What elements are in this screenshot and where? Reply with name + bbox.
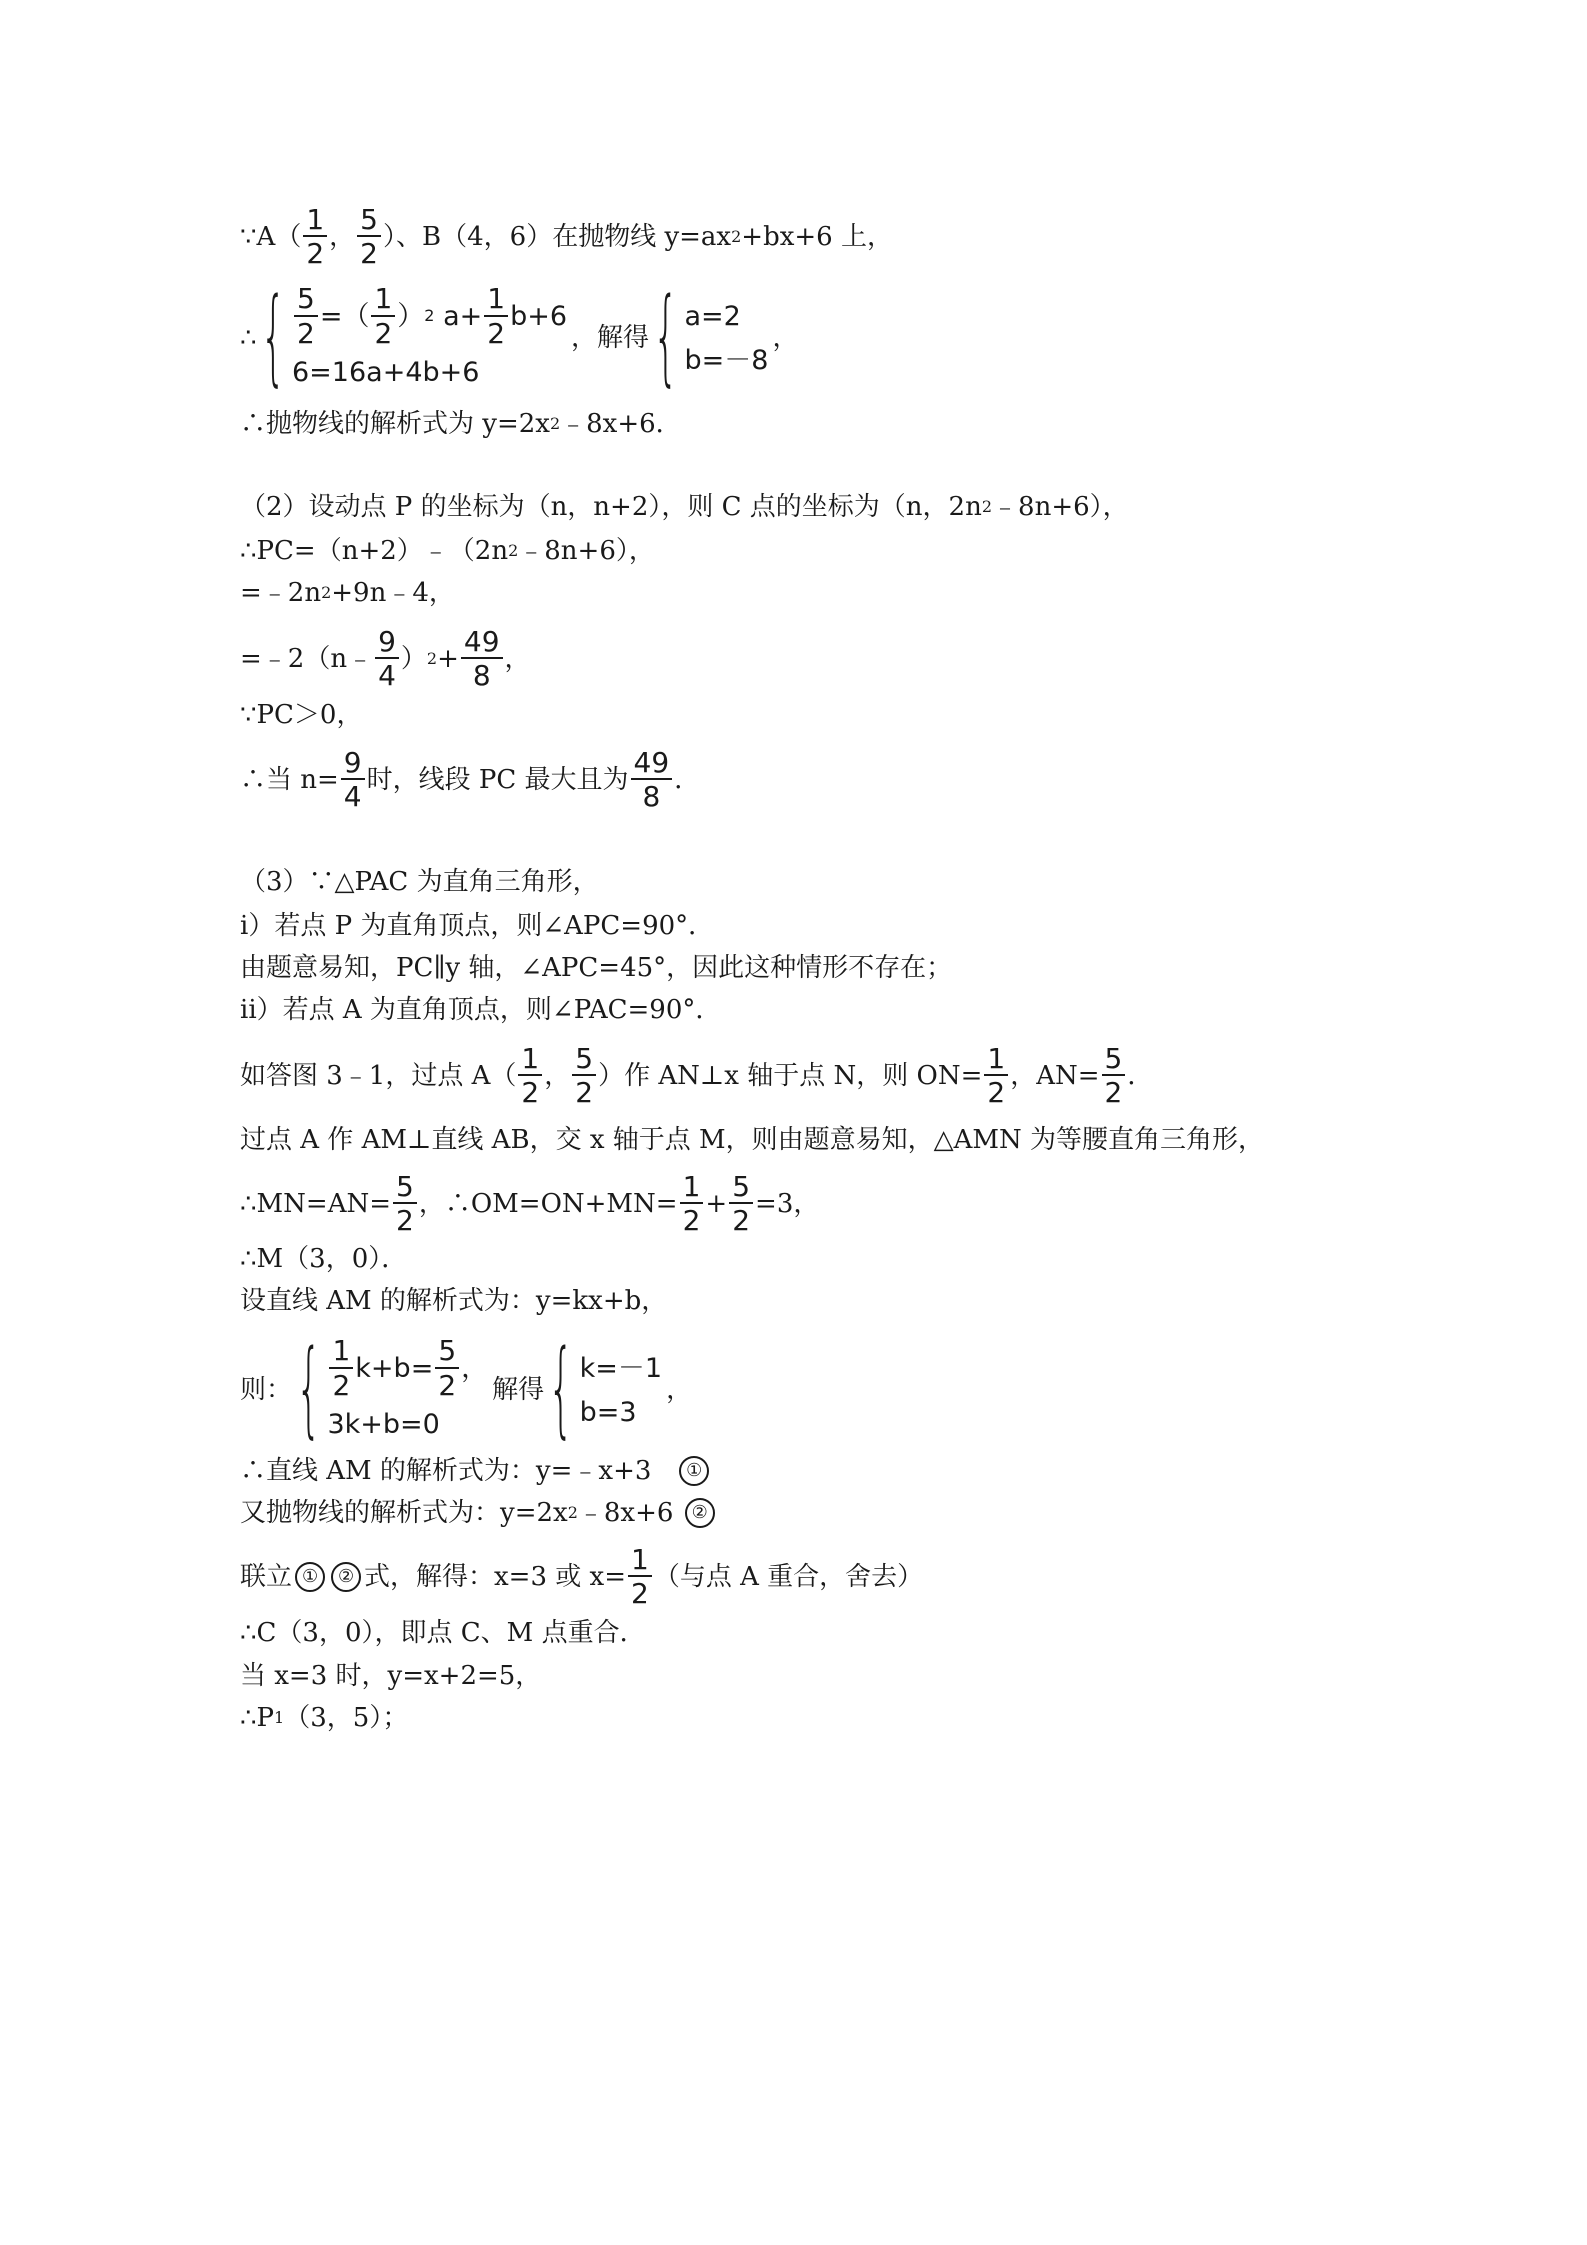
equation-system: { $\frac{5}{2}$ =（ $\frac{1}{2}$ ） 2 a+ $\frac{1}{2}$ b+6 6=16a+4b+6 [260, 278, 568, 398]
line-pc-vertex-form: =﹣2（n﹣ $\frac{9}{4}$ ） 2 + $\frac{49}{8}$ ， [240, 625, 531, 693]
line-pc-positive: ∵PC＞0， [240, 700, 363, 730]
line-x-equals-3: 当 x=3 时，y=x+2=5， [240, 1661, 542, 1691]
line-point-m: ∴M（3，0）． [240, 1244, 408, 1274]
solution-system: { a=2 b=－8 [653, 278, 769, 398]
circled-two: ② [685, 1498, 715, 1528]
line-part2-intro: （2）设动点 P 的坐标为（n，n+2），则 C 点的坐标为（n，2n 2 ﹣8n+6）， [240, 492, 1129, 522]
line-am-construction: 过点 A 作 AM⊥直线 AB，交 x 轴于点 M，则由题意易知，△AMN 为等腰直角三角形， [240, 1125, 1265, 1155]
circled-one: ① [679, 1456, 709, 1486]
line-pc-maximum: ∴当 n= $\frac{9}{4}$ 时，线段 PC 最大且为 $\frac{49}{8}$ ． [240, 746, 701, 814]
left-brace: { [260, 278, 286, 398]
line-case-i-conclusion: 由题意易知，PC∥y 轴，∠APC=45°，因此这种情形不存在； [240, 953, 953, 983]
line-equation-system-kb: 则： { $\frac{1}{2}$ k+b= $\frac{5}{2}$ ， 3k+b=0 解得 { k=－1 b=3 ， [240, 1330, 693, 1450]
line-parabola-again: 又抛物线的解析式为：y=2x 2 ﹣8x+6 ② [240, 1498, 718, 1528]
line-solve-intersection: 联立 ① ② 式，解得：x=3 或 x= $\frac{1}{2}$ （与点 A 重合，舍去） [240, 1543, 924, 1611]
line-am-form: 设直线 AM 的解析式为：y=kx+b， [240, 1286, 668, 1316]
line-parabola-expression: ∴抛物线的解析式为 y=2x 2 ﹣8x+6． [240, 409, 682, 439]
line-an-construction: 如答图 3﹣1，过点 A（ $\frac{1}{2}$ ， $\frac{5}{2}$ ）作 AN⊥x 轴于点 N，则 ON= $\frac{1}{2}$ ，AN= $\frac{5}{2}$ ． [240, 1042, 1154, 1110]
circled-two: ② [331, 1562, 361, 1592]
fraction: $\frac{1}{2}$ [303, 205, 327, 269]
line-point-c: ∴C（3，0），即点 C、M 点重合． [240, 1618, 646, 1648]
line-equation-system-ab: ∴ { $\frac{5}{2}$ =（ $\frac{1}{2}$ ） 2 a+ $\frac{1}{2}$ b+6 6=16a+4b+6 ，解得 { a=2 b=－8 ， [240, 278, 799, 398]
line-pc-simplified: =﹣2n 2 +9n﹣4， [240, 578, 455, 608]
equation-system: { $\frac{1}{2}$ k+b= $\frac{5}{2}$ ， 3k+b=0 [296, 1330, 489, 1450]
left-brace: { [296, 1330, 322, 1450]
line-part3-intro: （3）∵△PAC 为直角三角形， [240, 867, 599, 897]
line-point-p1: ∴P 1 （3，5）； [240, 1703, 409, 1733]
line-am-expression: ∴直线 AM 的解析式为：y=﹣x+3 ① [240, 1456, 712, 1486]
line-om-computation: ∴MN=AN= $\frac{5}{2}$ ，∴OM=ON+MN= $\frac{1}{2}$ + $\frac{5}{2}$ =3， [240, 1170, 820, 1238]
line-case-i: i）若点 P 为直角顶点，则∠APC=90°． [240, 911, 715, 941]
circled-one: ① [295, 1562, 325, 1592]
solution-system: { k=－1 b=3 [548, 1330, 663, 1450]
line-pc-expression: ∴PC=（n+2）﹣（2n 2 ﹣8n+6）， [240, 536, 655, 566]
text: ∵A（ [240, 221, 302, 252]
line-case-ii: ii）若点 A 为直角顶点，则∠PAC=90°． [240, 995, 722, 1025]
line-points-on-parabola: ∵A（ $\frac{1}{2}$ ， $\frac{5}{2}$ ）、B（4，6）在抛物线 y=ax 2 +bx+6 上， [240, 203, 893, 271]
fraction: $\frac{5}{2}$ [357, 205, 381, 269]
